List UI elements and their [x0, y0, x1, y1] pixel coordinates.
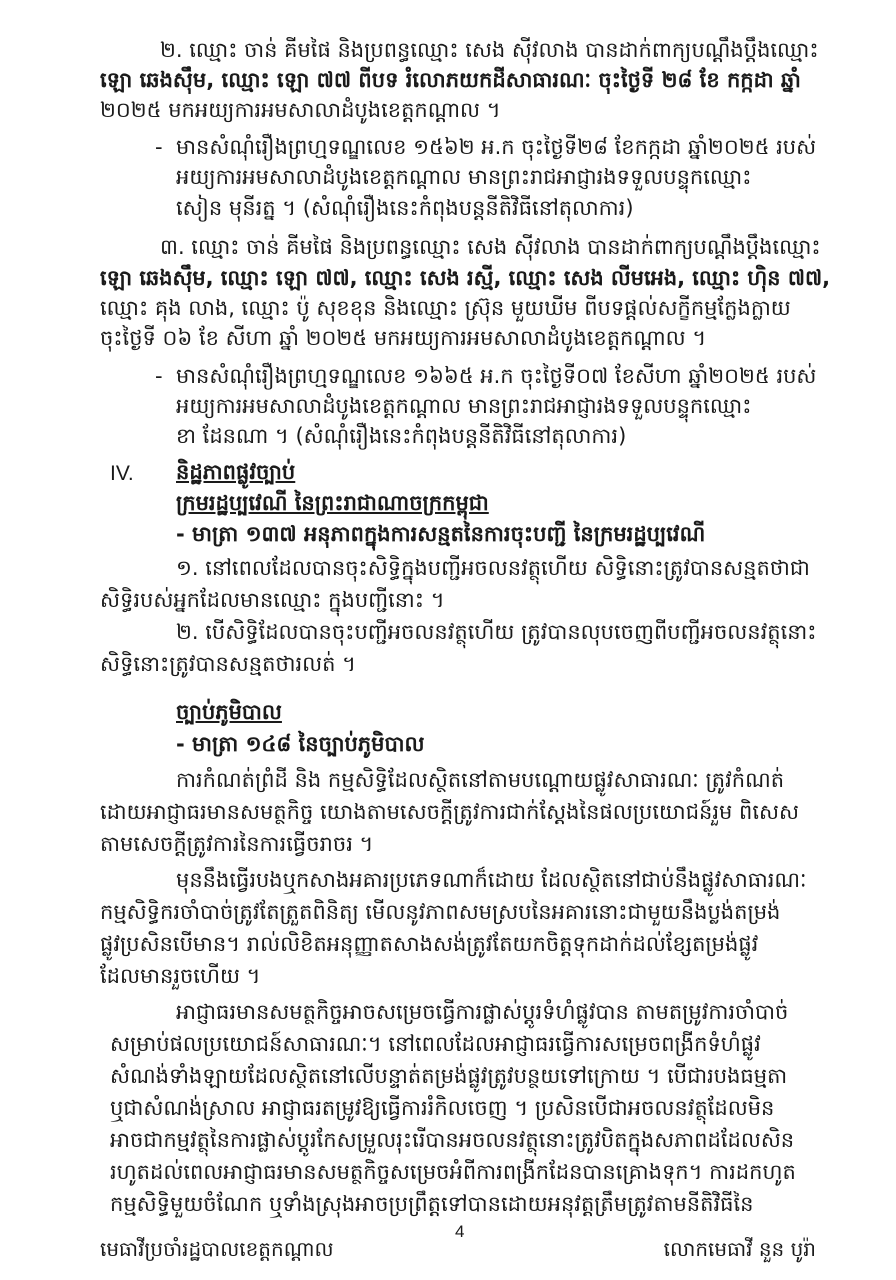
article-137-para-2-line-2: សិទ្ធិនោះត្រូវបានសន្មតថារលត់ ។ [100, 652, 356, 676]
article-137-para-2-line-1: ២. បើសិទ្ធិដែលបានចុះបញ្ជីអចលនវត្ថុហើយ ត្រូវបានលុបចេញពីបញ្ជីអចលនវត្ថុនោះ [176, 620, 817, 644]
article-148-para-2-line-1: មុននឹងធ្វើរបងឬកសាងអគារប្រភេទណាក៏ដោយ ដែលស្ថិតនៅជាប់នឹងផ្លូវសាធារណៈ [176, 868, 807, 892]
item-2-line-2: ឡោ ឆេងស៊ឹម, ឈ្មោះ ឡោ ៧៧ ពីបទ រំលោភយកដីសាធារណៈ ចុះថ្ងៃទី ២៨ ខែ កក្កដា ឆ្នាំ [100, 68, 801, 92]
article-148-title: - មាត្រា ១៤៨ នៃច្បាប់ភូមិបាល [176, 732, 425, 756]
footer-left: មេធាវីប្រចាំរដ្ឋបាលខេត្តកណ្ដាល [100, 1237, 334, 1261]
article-148-para-2-line-3: ផ្លូវប្រសិនបើមាន។ រាល់លិខិតអនុញ្ញាតសាងសង់ត្រូវតែយកចិត្តទុកដាក់ដល់ខ្សែតម្រង់ផ្លូវ [100, 932, 759, 956]
article-148-para-1-line-2: ដោយអាជ្ញាធរមានសមត្ថកិច្ច យោងតាមសេចក្ដីត្រូវការជាក់ស្ដែងនៃផលប្រយោជន៍រួម ពិសេស [100, 800, 800, 824]
article-148-para-1-line-1: ការកំណត់ព្រំដី និង កម្មសិទ្ធិដែលស្ថិតនៅតាមបណ្ដោយផ្លូវសាធារណៈ ត្រូវកំណត់ [176, 768, 785, 792]
item-3-sub-line-2: អយ្យការអមសាលាដំបូងខេត្តកណ្ដាល មានព្រះរាជអាជ្ញារងទទួលបន្ទុកឈ្មោះ [176, 394, 752, 418]
article-148-para-3-line-2: សម្រាប់ផលប្រយោជន៍សាធារណៈ។ នៅពេលដែលអាជ្ញាធរធ្វើការសម្រេចពង្រីកទំហំផ្លូវ [110, 1032, 761, 1056]
page-number: 4 [455, 1222, 465, 1241]
item-3-line-4: ចុះថ្ងៃទី ០៦ ខែ សីហា ឆ្នាំ ២០២៥ មកអយ្យការអមសាលាដំបូងខេត្តកណ្ដាល ។ [100, 326, 707, 350]
article-148-para-3-line-4: ឬជាសំណង់ស្រាល អាជ្ញាធរតម្រូវឱ្យធ្វើការរំកិលចេញ ។ ប្រសិនបើជាអចលនវត្ថុដែលមិន [110, 1096, 775, 1120]
item-2-sub-line-1: មានសំណុំរឿងព្រហ្មទណ្ឌលេខ ១៥៦២ អ.ក ចុះថ្ងៃទី២៨ ខែកក្កដា ឆ្នាំ២០២៥ របស់ [176, 135, 817, 159]
item-2-sub-line-2: អយ្យការអមសាលាដំបូងខេត្តកណ្ដាល មានព្រះរាជអាជ្ញារងទទួលបន្ទុកឈ្មោះ [176, 165, 752, 189]
bullet-dash: - [155, 135, 163, 159]
land-law-title: ច្បាប់ភូមិបាល [176, 700, 282, 724]
item-3-line-1: ៣. ឈ្មោះ ចាន់ គីមផៃ និងប្រពន្ធឈ្មោះ សេង ស៊ីវលាង បានដាក់ពាក្យបណ្ដឹងប្ដឹងឈ្មោះ [160, 235, 821, 259]
civil-code-title: ក្រមរដ្ឋប្បវេណី នៃព្រះរាជាណាចក្រកម្ពុជា [176, 491, 489, 515]
section-heading: និដ្ឋភាពផ្លូវច្បាប់ [176, 460, 296, 484]
article-137-para-1-line-1: ១. នៅពេលដែលបានចុះសិទ្ធិក្នុងបញ្ជីអចលនវត្ថុហើយ សិទ្ធិនោះត្រូវបានសន្មតថាជា [176, 556, 810, 580]
article-148-para-3-line-7: កម្មសិទ្ធិមួយចំណែក ឬទាំងស្រុងអាចប្រព្រឹត្តទៅបានដោយអនុវត្តត្រឹមត្រូវតាមនីតិវិធីនៃ [110, 1192, 754, 1216]
footer-right: លោកមេធាវី នួន បូរ៉ា [663, 1237, 816, 1261]
bullet-dash: - [155, 364, 163, 388]
article-137-title: - មាត្រា ១៣៧ អនុភាពក្នុងការសន្មតនៃការចុះបញ្ជី នៃក្រមរដ្ឋប្បវេណី [176, 522, 706, 546]
item-3-sub-line-3: ខា ដែនណា ។ (សំណុំរឿងនេះកំពុងបន្តនីតិវិធីនៅតុលាការ) [176, 424, 627, 448]
item-2-sub-line-3: សៀន មុនីរត្ន ។ (សំណុំរឿងនេះកំពុងបន្តនីតិវិធីនៅតុលាការ) [176, 196, 634, 220]
article-148-para-3-line-1: អាជ្ញាធរមានសមត្ថកិច្ចអាចសម្រេចធ្វើការផ្លាស់ប្ដូរទំហំផ្លូវបាន តាមតម្រូវការចាំបាច់ [176, 1000, 789, 1024]
item-3-line-2: ឡោ ឆេងស៊ឹម, ឈ្មោះ ឡោ ៧៧, ឈ្មោះ សេង រស្មី, ឈ្មោះ សេង លីមអេង, ឈ្មោះ ហ៊ិន ៧៧, [100, 266, 830, 290]
item-3-line-3: ឈ្មោះ គុង លាង, ឈ្មោះ ប៉ូ សុខខុន និងឈ្មោះ ស្រ៊ុន មួយឃីម ពីបទផ្ដល់សក្ខីកម្មក្លែងក្លាយ [100, 296, 791, 320]
article-137-para-1-line-2: សិទ្ធិរបស់អ្នកដែលមានឈ្មោះ ក្នុងបញ្ជីនោះ ។ [100, 588, 445, 612]
section-number: IV. [110, 462, 134, 485]
article-148-para-2-line-4: ដែលមានរួចហើយ ។ [100, 964, 261, 988]
article-148-para-3-line-6: រហូតដល់ពេលអាជ្ញាធរមានសមត្ថកិច្ចសម្រេចអំពីការពង្រីកដែនបានគ្រោងទុក។ ការដកហូត [110, 1160, 796, 1184]
article-148-para-2-line-2: កម្មសិទ្ធិករចាំបាច់ត្រូវតែត្រួតពិនិត្យ មើលនូវភាពសមស្របនៃអគារនោះជាមួយនឹងប្លង់តម្រង់ [100, 900, 781, 924]
item-2-line-1: ២. ឈ្មោះ ចាន់ គីមផៃ និងប្រពន្ធឈ្មោះ សេង ស៊ីវលាង បានដាក់ពាក្យបណ្ដឹងប្ដឹងឈ្មោះ [160, 38, 819, 62]
item-3-sub-line-1: មានសំណុំរឿងព្រហ្មទណ្ឌលេខ ១៦៦៥ អ.ក ចុះថ្ងៃទី០៧ ខែសីហា ឆ្នាំ២០២៥ របស់ [176, 364, 817, 388]
article-148-para-3-line-3: សំណង់ទាំងឡាយដែលស្ថិតនៅលើបន្ទាត់តម្រង់ផ្លូវត្រូវបន្ថយទៅក្រោយ ។ បើជារបងធម្មតា [110, 1064, 788, 1088]
article-148-para-3-line-5: អាចជាកម្មវត្ថុនៃការផ្លាស់ប្ដូរកែសម្រួលរុះរើបានអចលនវត្ថុនោះត្រូវបិតក្នុងសភាពដដែលសិន [110, 1128, 795, 1152]
article-148-para-1-line-3: តាមសេចក្ដីត្រូវការនៃការធ្វើចរាចរ ។ [100, 832, 374, 856]
item-2-line-3: ២០២៥ មកអយ្យការអមសាលាដំបូងខេត្តកណ្ដាល ។ [100, 98, 501, 122]
